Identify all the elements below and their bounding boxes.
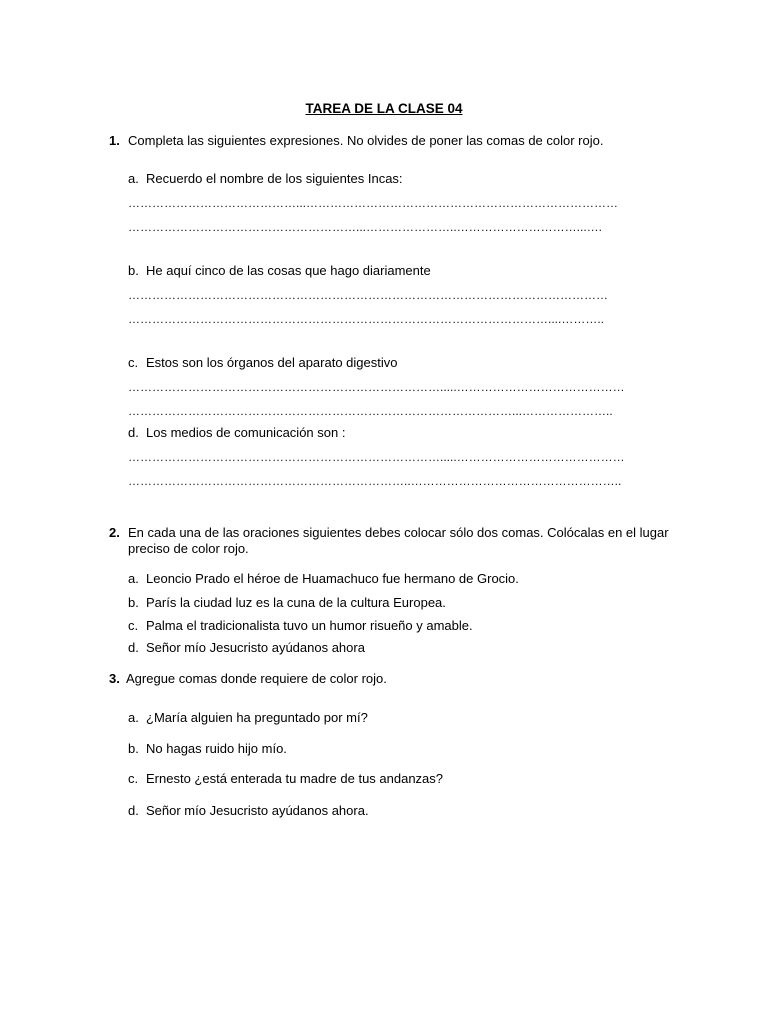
page-title: TAREA DE LA CLASE 04 — [305, 101, 463, 116]
question-number: 3. — [109, 671, 120, 686]
answer-line: …………………………………………………………………….....…………………………………… — [128, 450, 625, 464]
item-letter: a. — [128, 571, 139, 586]
item-text: París la ciudad luz es la cuna de la cultura Europea. — [146, 595, 446, 610]
question-prompt: Completa las siguientes expresiones. No olvides de poner las comas de color rojo. — [128, 133, 604, 148]
item-text: Recuerdo el nombre de los siguientes Incas: — [146, 171, 403, 186]
item-text: Ernesto ¿está enterada tu madre de tus andanzas? — [146, 771, 444, 786]
answer-line: …………………………………………………...…………………..…………………………...…. — [128, 220, 603, 234]
item-letter: b. — [128, 595, 139, 610]
item-letter: d. — [128, 640, 139, 655]
item-text: No hagas ruido hijo mío. — [146, 741, 287, 756]
answer-line: ………………………………………………………………………………………………………… — [128, 288, 608, 302]
question-number: 1. — [109, 133, 120, 148]
item-letter: c. — [128, 355, 139, 370]
answer-line: ……………………………………...…………………………………………………………………… — [128, 196, 619, 210]
question-prompt: En cada una de las oraciones siguientes debes colocar sólo dos comas. Colócalas en el lugar preciso de color rojo. — [128, 525, 669, 556]
item-letter: c. — [128, 618, 139, 633]
item-text: Leoncio Prado el héroe de Huamachuco fue hermano de Grocio. — [146, 571, 519, 586]
answer-line: …………………………………………………………………….....…………………………………… — [128, 380, 625, 394]
answer-line: ……………………………………………………………………………………...………………….. — [128, 404, 613, 418]
item-text: Señor mío Jesucristo ayúdanos ahora. — [146, 803, 369, 818]
item-text: Estos son los órganos del aparato digestivo — [146, 355, 398, 370]
item-text: Palma el tradicionalista tuvo un humor risueño y amable. — [146, 618, 473, 633]
question-number: 2. — [109, 525, 120, 540]
item-text: Señor mío Jesucristo ayúdanos ahora — [146, 640, 365, 655]
item-letter: b. — [128, 741, 139, 756]
answer-line: ……………………………………………………………..…………………………………………….. — [128, 474, 622, 488]
item-letter: a. — [128, 710, 139, 725]
item-letter: d. — [128, 425, 139, 440]
item-text: Los medios de comunicación son : — [146, 425, 346, 440]
item-text: ¿María alguien ha preguntado por mí? — [146, 710, 368, 725]
item-letter: c. — [128, 771, 139, 786]
item-letter: d. — [128, 803, 139, 818]
question-prompt: Agregue comas donde requiere de color rojo. — [126, 671, 387, 686]
item-letter: b. — [128, 263, 139, 278]
item-text: He aquí cinco de las cosas que hago diariamente — [146, 263, 431, 278]
answer-line: ……………………………………………………………………………………………....……….. — [128, 312, 605, 326]
item-letter: a. — [128, 171, 139, 186]
